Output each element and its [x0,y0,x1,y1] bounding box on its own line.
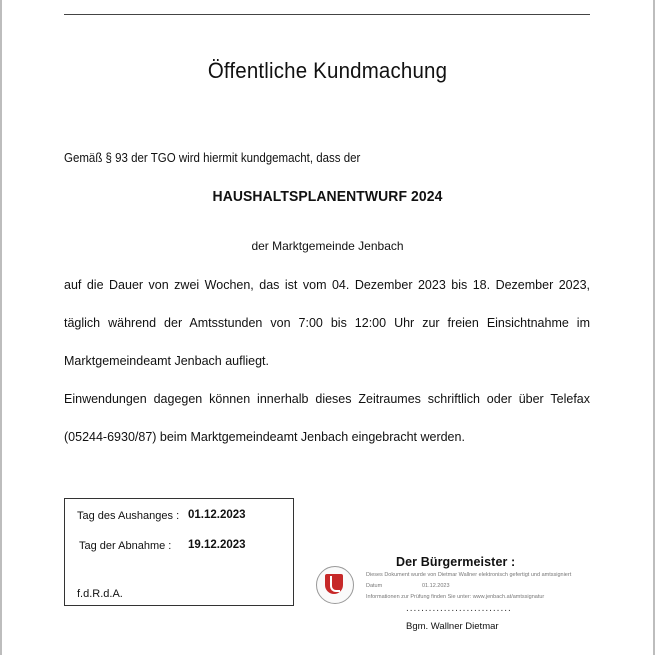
body-line-3: Marktgemeindeamt Jenbach aufliegt. [64,354,269,368]
dates-box [64,498,294,606]
body-line-1: auf die Dauer von zwei Wochen, das ist vom 04. Dezember 2023 bis 18. Dezember 2023, [64,278,590,292]
signature-title: Der Bürgermeister : [396,555,516,569]
signature-note-date-label: Datum [366,583,383,589]
posting-label: Tag des Aushanges : [77,510,180,522]
intro-text: Gemäß § 93 der TGO wird hiermit kundgemacht, dass der [64,151,361,165]
body-line-2: täglich während der Amtsstunden von 7:00 bis 12:00 Uhr zur freien Einsichtnahme im [64,316,590,330]
body-line-4: Einwendungen dagegen können innerhalb dieses Zeitraumes schriftlich oder über Telefax [64,392,590,406]
signature-note-date-value: 01.12.2023 [422,583,450,589]
mayor-name: Bgm. Wallner Dietmar [406,621,499,632]
amtssignatur-seal-icon [316,566,354,604]
body-line-5: (05244-6930/87) beim Marktgemeindeamt Jenbach eingebracht werden. [64,430,465,444]
page-title: Öffentliche Kundmachung [207,58,448,83]
fdrda-label: f.d.R.d.A. [77,588,123,600]
top-rule [64,14,590,15]
signature-note-1: Dieses Dokument wurde von Dietmar Wallner elektronisch gefertigt und amtssigniert [366,572,572,578]
signature-dots: ............................ [406,603,512,614]
posting-date: 01.12.2023 [188,509,246,521]
seal-letter-icon [330,576,340,592]
signature-note-3: Informationen zur Prüfung finden Sie unter: www.jenbach.at/amtssignatur [366,594,545,600]
removal-date: 19.12.2023 [188,539,246,551]
removal-label: Tag der Abnahme : [79,540,172,552]
municipality-line: der Marktgemeinde Jenbach [251,239,404,253]
page-border-left [0,0,2,655]
budget-heading: HAUSHALTSPLANENTWURF 2024 [212,188,443,205]
